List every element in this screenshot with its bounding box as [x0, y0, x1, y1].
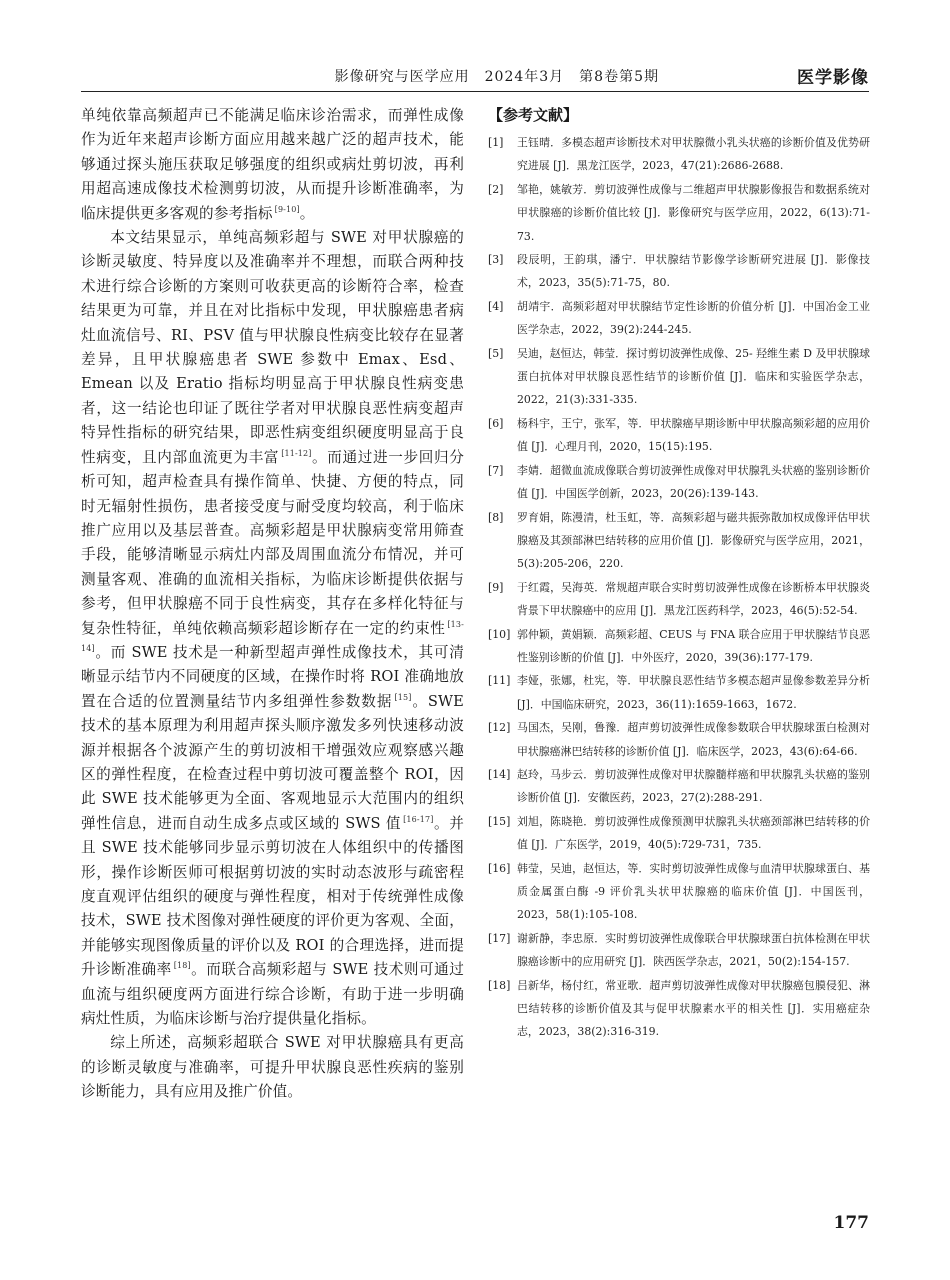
reference-item — [488, 412, 870, 459]
reference-text: 马国杰，吴刚，鲁豫．超声剪切波弹性成像参数联合甲状腺球蛋白检测对甲状腺癌淋巴结转移的诊断价值 [J]．临床医学，2023，43(6):64-66. — [517, 721, 870, 758]
references-column — [488, 104, 870, 1199]
citation[interactable]: [9-10] — [274, 204, 300, 214]
citation[interactable]: [18] — [173, 961, 191, 971]
reference-text: 杨科宇，王宁，张军，等．甲状腺癌早期诊断中甲状腺高频彩超的应用价值 [J]．心理月刊，2020，15(15):195. — [517, 416, 870, 454]
reference-text: 王钰晴．多模态超声诊断技术对甲状腺微小乳头状癌的诊断价值及优势研究进展 [J]．黑龙江医学，2023，47(21):2686-2688. — [517, 136, 870, 173]
reference-item — [488, 623, 870, 670]
reference-item — [488, 248, 870, 295]
reference-item — [488, 576, 870, 623]
reference-text: 韩莹，吴迪，赵恒达，等．实时剪切波弹性成像与血清甲状腺球蛋白、基质金属蛋白酶 -9 评价乳头状甲状腺癌的临床价值 [J]．中国医刊，2023，58(1):105-108. — [517, 861, 870, 922]
body-paragraph: 本文结果显示，单纯高频彩超与 SWE 对甲状腺癌的诊断灵敏度、特异度以及准确率并不理想，而联合两种技术进行综合诊断的方案则可收获更高的诊断符合率，检查结果更为可靠，并且在对比指标中发现，甲状腺癌患者病灶血流信号、RI、PSV 值与甲状腺良性病变比较存在显著差异，且甲状腺癌患者 SWE 参数中 Emax、Esd、Emean 以及 Eratio 指标均明显高于甲状腺良性病变患者，这一结论也印证了既往学者对甲状腺良恶性病变超声特异性指标的研究结果，即恶性病变组织硬度明显高于良性病变，且内部血流更为丰富 [11-12]。而通过进一步回归分析可知，超声检查具有操作简单、快捷、方便的特点，同时无辐射性损伤，患者接受度与耐受度均较高，利于临床推广应用以及基层普查。高频彩超是甲状腺病变常用筛查手段，能够清晰显示病灶内部及周围血流分布情况，并可测量客观、准确的血流相关指标，为临床诊断提供依据与参考，但甲状腺癌不同于良性病变，其存在多样化特征与复杂性特征，单纯依赖高频彩超诊断存在一定的约束性 [13-14]。而 SWE 技术是一种新型超声弹性成像技术，其可清晰显示结节内不同硬度的区域，在操作时将 ROI 准确地放置在合适的位置测量结节内多组弹性参数数据 [15]。SWE 技术的基本原理为利用超声探头顺序激发多列快速移动波源并根据各个波源产生的剪切波相干增强效应观察感兴趣区的弹性程度，在检查过程中剪切波可覆盖整个 ROI，因此 SWE 技术能够更为全面、客观地显示大范围内的组织弹性信息，进而自动生成多点或区域的 SWS 值 [16-17]。并且 SWE 技术能够同步显示剪切波在人体组织中的传播图形，操作诊断医师可根据剪切波的实时动态波形与疏密程度直观评估组织的硬度与弹性程度，相对于传统弹性成像技术，SWE 技术图像对弹性硬度的评价更为客观、全面，并能够实现图像质量的评价以及 ROI 的合理选择，进而提升诊断准确率 [18]。而联合高频彩超与 SWE 技术则可通过血流与组织硬度两方面进行综合诊断，有助于进一步明确病灶性质，为临床诊断与治疗提供量化指标。 — [81, 229, 464, 1028]
main-text-column — [81, 104, 464, 1179]
reference-text: 李婧．超微血流成像联合剪切波弹性成像对甲状腺乳头状癌的鉴别诊断价值 [J]．中国医学创新，2023，20(26):139-143. — [517, 463, 870, 501]
body-paragraph: 综上所述，高频彩超联合 SWE 对甲状腺癌具有更高的诊断灵敏度与准确率，可提升甲状腺良恶性疾病的鉴别诊断能力，具有应用及推广价值。 — [81, 1034, 464, 1101]
reference-text: 邹艳，姚敏芳．剪切波弹性成像与二维超声甲状腺影像报告和数据系统对甲状腺癌的诊断价值比较 [J]．影像研究与医学应用，2022，6(13):71-73. — [517, 182, 870, 243]
citation[interactable]: [11-12] — [281, 448, 312, 458]
reference-number: [9] — [488, 580, 504, 594]
journal-title: 影像研究与医学应用 2024年3月 第8卷第5期 — [334, 69, 659, 85]
reference-item — [488, 295, 870, 342]
reference-text: 赵玲，马步云．剪切波弹性成像对甲状腺髓样癌和甲状腺乳头状癌的鉴别诊断价值 [J]．安徽医药，2023，27(2):288-291. — [517, 767, 870, 805]
reference-number: [18] — [488, 978, 511, 992]
reference-text: 胡靖宇．高频彩超对甲状腺结节定性诊断的价值分析 [J]．中国冶金工业医学杂志，2022，39(2):244-245. — [517, 299, 870, 337]
reference-number: [7] — [488, 463, 504, 477]
reference-list — [488, 131, 870, 1044]
reference-text: 吕新华，杨付红，常亚歌．超声剪切波弹性成像对甲状腺癌包膜侵犯、淋巴结转移的诊断价值及其与促甲状腺素水平的相关性 [J]．实用癌症杂志，2023，38(2):316-319. — [517, 978, 870, 1039]
reference-number: [12] — [488, 721, 511, 735]
citation[interactable]: [13-14] — [81, 619, 464, 653]
reference-item — [488, 716, 870, 763]
reference-item — [488, 506, 870, 576]
reference-item — [488, 669, 870, 716]
reference-item — [488, 974, 870, 1044]
reference-item — [488, 459, 870, 506]
reference-number: [6] — [488, 416, 504, 430]
reference-text: 谢新静，李忠原．实时剪切波弹性成像联合甲状腺球蛋白抗体检测在甲状腺癌诊断中的应用研究 [J]．陕西医学杂志，2021，50(2):154-157. — [517, 931, 870, 969]
reference-text: 段辰明，王韵琪，潘宁．甲状腺结节影像学诊断研究进展 [J]．影像技术，2023，35(5):71-75，80. — [517, 253, 870, 290]
reference-text: 罗育娟，陈漫清，杜玉虹，等．高频彩超与磁共振弥散加权成像评估甲状腺癌及其颈部淋巴结转移的应用价值 [J]．影像研究与医学应用，2021，5(3):205-206，220. — [517, 510, 870, 571]
references-heading: 【参考文献】 — [488, 106, 579, 124]
reference-number: [3] — [488, 253, 504, 267]
reference-text: 刘旭，陈晓艳．剪切波弹性成像预测甲状腺乳头状癌颈部淋巴结转移的价值 [J]．广东医学，2019，40(5):729-731，735. — [517, 814, 870, 852]
reference-number: [14] — [488, 767, 511, 781]
reference-number: [16] — [488, 861, 511, 875]
reference-number: [15] — [488, 814, 511, 828]
reference-number: [17] — [488, 931, 511, 945]
reference-item — [488, 131, 870, 178]
section-title: 医学影像 — [797, 68, 869, 88]
reference-text: 李娅，张娜，杜宪，等．甲状腺良恶性结节多模态超声显像参数差异分析 [J]．中国临床研究，2023，36(11):1659-1663，1672. — [517, 674, 870, 711]
reference-text: 于红霞，吴海英．常规超声联合实时剪切波弹性成像在诊断桥本甲状腺炎背景下甲状腺癌中的应用 [J]．黑龙江医药科学，2023，46(5):52-54. — [517, 580, 870, 618]
reference-text: 吴迪，赵恒达，韩莹．探讨剪切波弹性成像、25- 羟维生素 D 及甲状腺球蛋白抗体对甲状腺良恶性结节的诊断价值 [J]．临床和实验医学杂志，2022，21(3):331-335. — [517, 346, 870, 407]
body-paragraph: 单纯依靠高频超声已不能满足临床诊治需求，而弹性成像作为近年来超声诊断方面应用越来越广泛的超声技术，能够通过探头施压获取足够强度的组织或病灶剪切波，再利用超高速成像技术检测剪切波，从而提升诊断准确率，为临床提供更多客观的参考指标 [9-10]。 — [81, 107, 464, 222]
reference-number: [10] — [488, 627, 511, 641]
reference-text: 郭仲颖，黄娟颖．高频彩超、CEUS 与 FNA 联合应用于甲状腺结节良恶性鉴别诊断的价值 [J]．中外医疗，2020，39(36):177-179. — [517, 627, 870, 664]
reference-item — [488, 857, 870, 927]
reference-item — [488, 763, 870, 810]
reference-number: [2] — [488, 182, 504, 196]
reference-item — [488, 927, 870, 974]
reference-number: [4] — [488, 299, 504, 313]
reference-number: [11] — [488, 674, 511, 688]
reference-number: [5] — [488, 346, 504, 360]
running-header — [81, 62, 869, 90]
citation[interactable]: [15] — [394, 692, 412, 702]
header-divider — [81, 91, 869, 92]
reference-item — [488, 810, 870, 857]
page-number: 177 — [833, 1213, 869, 1233]
reference-number: [1] — [488, 136, 504, 149]
reference-item — [488, 342, 870, 412]
reference-item — [488, 178, 870, 248]
reference-number: [8] — [488, 510, 504, 524]
citation[interactable]: [16-17] — [403, 814, 434, 824]
